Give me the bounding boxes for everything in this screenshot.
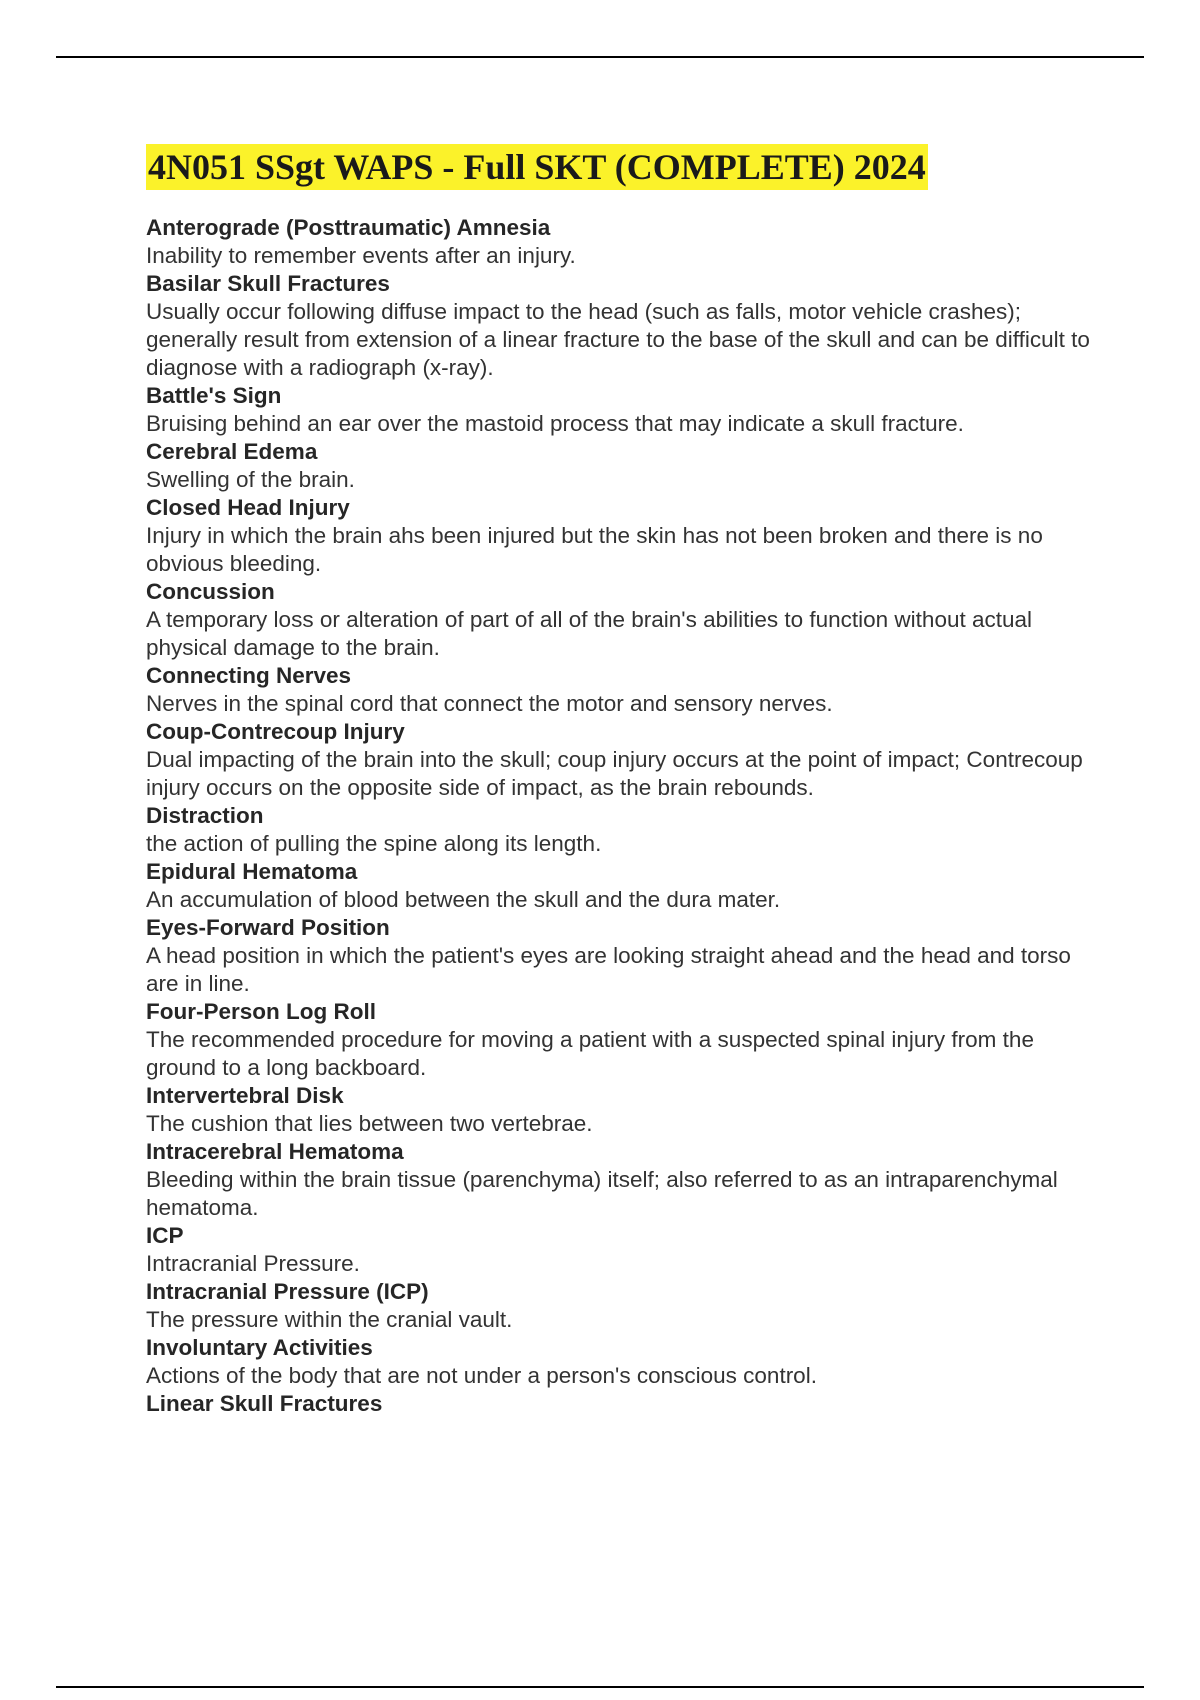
document-title: 4N051 SSgt WAPS - Full SKT (COMPLETE) 2024 [146, 144, 928, 190]
glossary-definition: The recommended procedure for moving a patient with a suspected spinal injury from the ground to a long backboard. [146, 1027, 1034, 1080]
document-body [146, 144, 1106, 1418]
glossary-term: Cerebral Edema [146, 439, 318, 464]
header-rule [56, 56, 1144, 58]
footer-rule [56, 1686, 1144, 1688]
glossary-definition: An accumulation of blood between the skull and the dura mater. [146, 887, 781, 912]
glossary-term: Intracerebral Hematoma [146, 1139, 404, 1164]
glossary-definition: A temporary loss or alteration of part of all of the brain's abilities to function without actual physical damage to the brain. [146, 607, 1033, 660]
glossary-term: Epidural Hematoma [146, 859, 358, 884]
glossary-term: Anterograde (Posttraumatic) Amnesia [146, 215, 551, 240]
glossary-definition: A head position in which the patient's eyes are looking straight ahead and the head and torso are in line. [146, 943, 1071, 996]
glossary-term: Connecting Nerves [146, 663, 352, 688]
glossary-term: Coup-Contrecoup Injury [146, 719, 405, 744]
glossary-definition: Injury in which the brain ahs been injured but the skin has not been broken and there is no obvious bleeding. [146, 523, 1043, 576]
glossary-term: Eyes-Forward Position [146, 915, 390, 940]
glossary-term: Battle's Sign [146, 383, 282, 408]
glossary-definition: Swelling of the brain. [146, 467, 355, 492]
glossary-term: Involuntary Activities [146, 1335, 373, 1360]
glossary-definition: the action of pulling the spine along its length. [146, 831, 602, 856]
glossary-term: Intracranial Pressure (ICP) [146, 1279, 429, 1304]
glossary-definition: The cushion that lies between two vertebrae. [146, 1111, 593, 1136]
glossary-term: Intervertebral Disk [146, 1083, 344, 1108]
glossary-term: ICP [146, 1223, 184, 1248]
glossary-term: Concussion [146, 579, 275, 604]
glossary-definition: Usually occur following diffuse impact to the head (such as falls, motor vehicle crashes); generally result from extension of a linear fracture to the base of the skull and can be difficult to diagnose with a radiograph (x-ray). [146, 299, 1090, 380]
glossary-definition: Bleeding within the brain tissue (parenchyma) itself; also referred to as an intraparenchymal hematoma. [146, 1167, 1058, 1220]
glossary-term: Four-Person Log Roll [146, 999, 376, 1024]
glossary-term: Linear Skull Fractures [146, 1391, 383, 1416]
glossary-definition: Dual impacting of the brain into the skull; coup injury occurs at the point of impact; Contrecoup injury occurs on the opposite side of impact, as the brain rebounds. [146, 747, 1083, 800]
glossary-term: Closed Head Injury [146, 495, 350, 520]
glossary-term: Basilar Skull Fractures [146, 271, 390, 296]
glossary-definition: Intracranial Pressure. [146, 1251, 360, 1276]
glossary-definition: Actions of the body that are not under a person's conscious control. [146, 1363, 817, 1388]
glossary-term: Distraction [146, 803, 264, 828]
glossary-definition: Inability to remember events after an injury. [146, 243, 576, 268]
glossary-list [146, 214, 1106, 1418]
glossary-definition: Nerves in the spinal cord that connect the motor and sensory nerves. [146, 691, 833, 716]
glossary-definition: The pressure within the cranial vault. [146, 1307, 513, 1332]
glossary-definition: Bruising behind an ear over the mastoid process that may indicate a skull fracture. [146, 411, 964, 436]
